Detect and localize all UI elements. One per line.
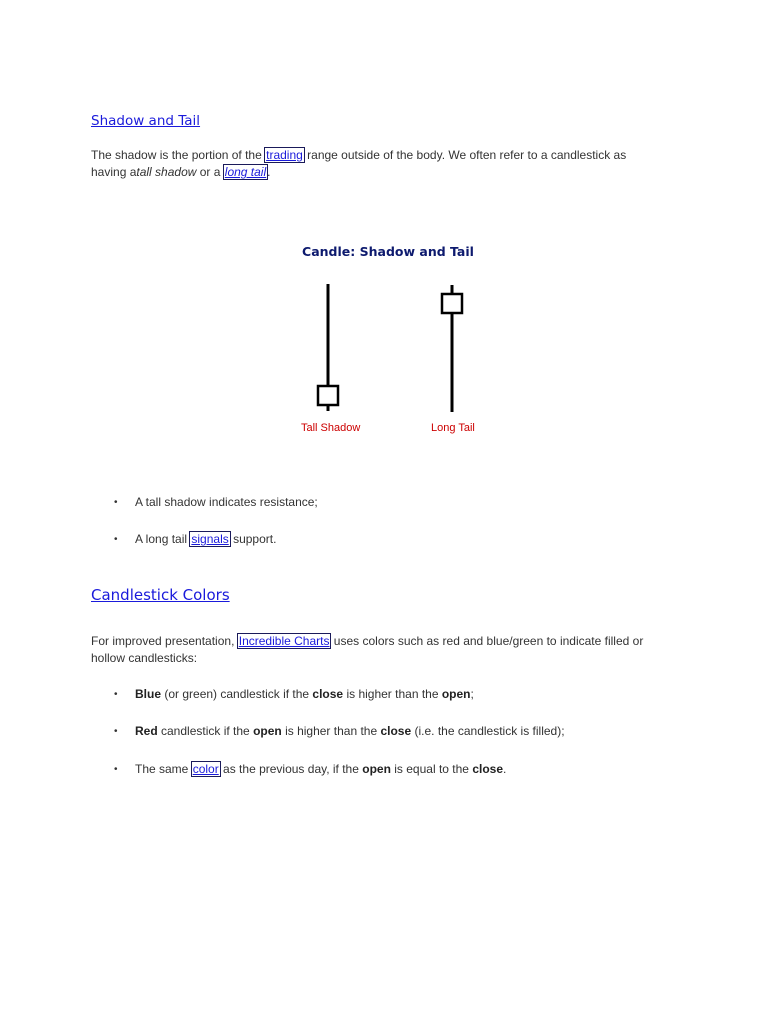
incredible-charts-link[interactable]: Incredible Charts [238, 634, 330, 648]
section-heading-candlestick-colors[interactable]: Candlestick Colors [91, 586, 230, 604]
list-item [114, 686, 474, 703]
para-text: uses colors such as red and blue/green to indicate filled or [330, 634, 644, 648]
bold-text: open [253, 724, 282, 738]
list-item [114, 531, 276, 548]
bold-text: open [362, 762, 391, 776]
list-item [114, 494, 318, 511]
long-tail-link[interactable]: long tail [224, 165, 267, 179]
bullet-icon: • [114, 497, 118, 508]
tall-shadow-label: Tall Shadow [301, 422, 361, 434]
para-text: . [267, 165, 271, 179]
signals-link[interactable]: signals [191, 532, 229, 546]
bold-text: close [380, 724, 412, 738]
bold-text: close [312, 687, 344, 701]
para-text: having a [91, 165, 137, 179]
bullet-text: support. [229, 532, 277, 546]
bold-text: Red [135, 724, 158, 738]
para-text: The shadow is the portion of the [91, 148, 266, 162]
para-text: range outside of the body. We often refer to a candlestick as [303, 148, 627, 162]
bullet-icon: • [114, 764, 118, 775]
para-text: hollow candlesticks: [91, 651, 198, 665]
bullet-text: is higher than the [343, 687, 442, 701]
bullet-text: ; [470, 687, 474, 701]
color-link[interactable]: color [192, 762, 219, 776]
trading-link[interactable]: trading [266, 148, 303, 162]
colors-paragraph [91, 633, 691, 667]
bullet-text: (or green) candlestick if the [161, 687, 313, 701]
long-tail-body [442, 294, 462, 313]
bullet-icon: • [114, 726, 118, 737]
tall-shadow-body [318, 386, 338, 405]
bullet-text: . [503, 762, 507, 776]
bullet-text: A tall shadow indicates resistance; [135, 495, 318, 509]
bullet-text: A long tail [135, 532, 191, 546]
para-text: For improved presentation, [91, 634, 238, 648]
tall-shadow-candle [318, 284, 338, 411]
bullet-text: is higher than the [281, 724, 381, 738]
chart-title: Candle: Shadow and Tail [302, 244, 474, 259]
bold-text: open [441, 687, 471, 701]
bullet-text: candlestick if the [157, 724, 254, 738]
long-tail-label: Long Tail [431, 422, 475, 434]
section-heading-shadow-and-tail[interactable]: Shadow and Tail [91, 113, 201, 129]
list-item [114, 723, 565, 740]
bold-text: close [472, 762, 503, 776]
bullet-text: is equal to the [390, 762, 473, 776]
list-item [114, 761, 506, 778]
bullet-icon: • [114, 689, 118, 700]
tall-shadow-italic: tall shadow [136, 165, 197, 179]
para-text: or a [196, 165, 224, 179]
long-tail-candle [442, 285, 462, 412]
bullet-text: (i.e. the candlestick is filled); [411, 724, 565, 738]
bullet-text: as the previous day, if the [219, 762, 363, 776]
bold-text: Blue [135, 687, 162, 701]
bullet-text: The same [135, 762, 192, 776]
bullet-icon: • [114, 534, 118, 545]
